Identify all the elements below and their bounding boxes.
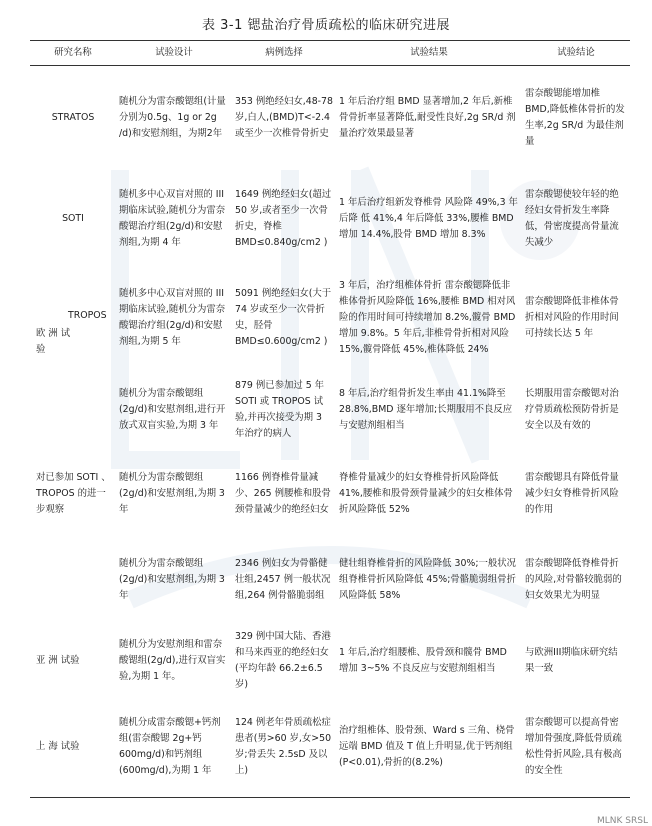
design-cell: 随机分为安慰剂组和雷奈酸锶组(2g/d),进行双盲实验,为期 1 年。 bbox=[119, 638, 226, 682]
results-cell: 健壮组脊椎骨折的风险降低 30%;一般状况组脊椎骨折风险降低 45%;骨骼脆弱组骨折风险降低 58% bbox=[339, 557, 516, 601]
design-cell: 随机多中心双盲对照的 III期临床试验,随机分为雷奈酸锶治疗组(2g/d)和安慰剂组,为期 5 年 bbox=[119, 287, 226, 347]
table-row bbox=[30, 698, 630, 798]
table-row bbox=[30, 268, 630, 368]
header-design: 试验设计 bbox=[116, 41, 232, 66]
study-name: SOTI bbox=[62, 212, 84, 224]
group-label-europe: 欧 洲 试验 bbox=[36, 327, 71, 355]
conclusion-cell: 雷奈酸锶使较年轻的绝经妇女骨折发生率降低，骨密度提高骨量流失减少 bbox=[525, 188, 619, 248]
study-name bbox=[30, 368, 116, 452]
cases-cell: 2346 例妇女为骨骼健壮组,2457 例一般状况组,264 例骨骼脆弱组 bbox=[235, 557, 331, 601]
corner-watermark-text: MLNK SRSL bbox=[597, 816, 648, 826]
group-europe bbox=[30, 268, 116, 368]
table-header-row bbox=[30, 41, 630, 66]
results-cell: 1 年后,治疗组腰椎、股骨颈和髋骨 BMD 增加 3~5% 不良反应与安慰剂组相当 bbox=[339, 646, 507, 674]
table-row bbox=[30, 368, 630, 452]
conclusion-cell: 雷奈酸锶降低非椎体骨折相对风险的作用时间可持续长达 5 年 bbox=[525, 295, 619, 339]
design-cell: 随机分为雷奈酸锶组(2g/d)和安慰剂组,为期 3 年 bbox=[119, 557, 225, 601]
table-title: 表 3-1 锶盐治疗骨质疏松的临床研究进展 bbox=[202, 18, 450, 33]
results-cell: 1 年后治疗组 BMD 显著增加,2 年后,新椎骨骨折率显著降低,耐受性良好,2g SR/d 剂量治疗效果最显著 bbox=[339, 95, 516, 139]
table-row bbox=[30, 452, 630, 536]
results-cell: 治疗组椎体、股骨颈、Ward s 三角、桡骨远端 BMD 值及 T 值上升明显,优于钙剂组(P<0.01),骨折的(8.2%) bbox=[336, 698, 522, 798]
results-cell: 8 年后,治疗组骨折发生率由 41.1%降至 28.8%,BMD 逐年增加;长期服用不良反应与安慰剂组相当 bbox=[339, 387, 513, 431]
table-row bbox=[30, 66, 630, 170]
group-shanghai: 上 海 试验 bbox=[30, 698, 116, 798]
study-name bbox=[30, 536, 116, 624]
cases-cell: 124 例老年骨质疏松症患者(男>60 岁,女>50 岁;骨丢失 2.5sD 及以上) bbox=[232, 698, 336, 798]
conclusion-cell: 雷奈酸锶降低脊椎骨折的风险,对骨骼较脆弱的妇女效果尤为明显 bbox=[525, 557, 622, 601]
table-row bbox=[30, 536, 630, 624]
design-cell: 随机分为雷奈酸锶组(2g/d)和安慰剂组,为期 3 年 bbox=[119, 471, 225, 515]
cases-cell: 5091 例绝经妇女(大于 74 岁或至少一次骨折史，胫骨 BMD≤0.600g/cm2 ) bbox=[235, 287, 332, 347]
group-followup: 对已参加 SOTI 、TROPOS 的进一步观察 bbox=[36, 471, 111, 515]
study-name: STRATOS bbox=[51, 111, 95, 123]
design-cell: 随机分为雷奈酸锶组(计量分别为0.5g、1g or 2g /d)和安慰剂组，为期2年 bbox=[119, 95, 226, 139]
header-cases: 病例选择 bbox=[232, 41, 336, 66]
conclusion-cell: 雷奈酸锶能增加椎 BMD,降低椎体骨折的发生率,2g SR/d 为最佳剂量 bbox=[525, 87, 625, 147]
results-cell: 1 年后治疗组新发脊椎骨 风险降 49%,3 年后降 低 41%,4 年后降低 33%,腰椎 BMD 增加 14.4%,股骨 BMD 增加 8.3% bbox=[339, 196, 518, 240]
table-row bbox=[30, 170, 630, 268]
cases-cell: 329 例中国大陆、香港和马来西亚的绝经妇女(平均年龄 66.2±6.5 岁) bbox=[235, 630, 331, 690]
conclusion-cell: 与欧洲III期临床研究结果一致 bbox=[525, 646, 618, 674]
conclusion-cell: 雷奈酸锶可以提高骨密增加骨强度,降低骨质疏松性骨折风险,具有极高的安全性 bbox=[522, 698, 630, 798]
header-results: 试验结果 bbox=[336, 41, 522, 66]
cases-cell: 1166 例脊椎骨量减少、265 例腰椎和股骨颈骨量减少的绝经妇女 bbox=[235, 471, 331, 515]
header-study-name: 研究名称 bbox=[30, 41, 116, 66]
table-row bbox=[30, 624, 630, 698]
results-cell: 脊椎骨量减少的妇女脊椎骨折风险降低 41%,腰椎和股骨颈骨量减少的妇女椎体骨折风险降低 52% bbox=[339, 471, 513, 515]
design-cell: 随机多中心双盲对照的 III期临床试验,随机分为雷奈酸锶治疗组(2g/d)和安慰剂组,为期 4 年 bbox=[119, 188, 226, 248]
group-asia: 亚 洲 试验 bbox=[36, 654, 80, 666]
conclusion-cell: 雷奈酸锶具有降低骨量减少妇女脊椎骨折风险的作用 bbox=[525, 471, 619, 515]
cases-cell: 353 例绝经妇女,48-78 岁,白人,(BMD)T<-2.4 或至少一次椎骨骨折史 bbox=[235, 95, 333, 139]
results-cell: 3 年后，治疗组椎体骨折 雷奈酸锶降低非椎体骨折风险降低 16%,腰椎 BMD 相对风险的作用时间可持续增加 8.2%,髋骨 BMD 增加 9.8%。5 年后,非椎骨骨折相对风险 15%,髋骨降低 45%,椎体降低 24% bbox=[339, 279, 516, 355]
study-name: TROPOS bbox=[68, 309, 107, 321]
header-conclusion: 试验结论 bbox=[522, 41, 630, 66]
cases-cell: 1649 例绝经妇女(超过 50 岁,或者至少一次骨折史，脊椎 BMD≤0.840g/cm2 ) bbox=[235, 188, 332, 248]
design-cell: 随机分为雷奈酸锶组(2g/d)和安慰剂组,进行开放式双盲实验,为期 3 年 bbox=[119, 387, 226, 431]
cases-cell: 879 例已参加过 5 年 SOTI 或 TROPOS 试验,并再次接受为期 3 年治疗的病人 bbox=[235, 379, 325, 439]
clinical-research-table bbox=[30, 40, 630, 798]
design-cell: 随机分成雷奈酸锶+钙剂组(雷奈酸锶 2g+钙 600mg/d)和钙剂组(600mg/d),为期 1 年 bbox=[116, 698, 232, 798]
conclusion-cell: 长期服用雷奈酸锶对治疗骨质疏松预防骨折是安全以及有效的 bbox=[525, 387, 619, 431]
